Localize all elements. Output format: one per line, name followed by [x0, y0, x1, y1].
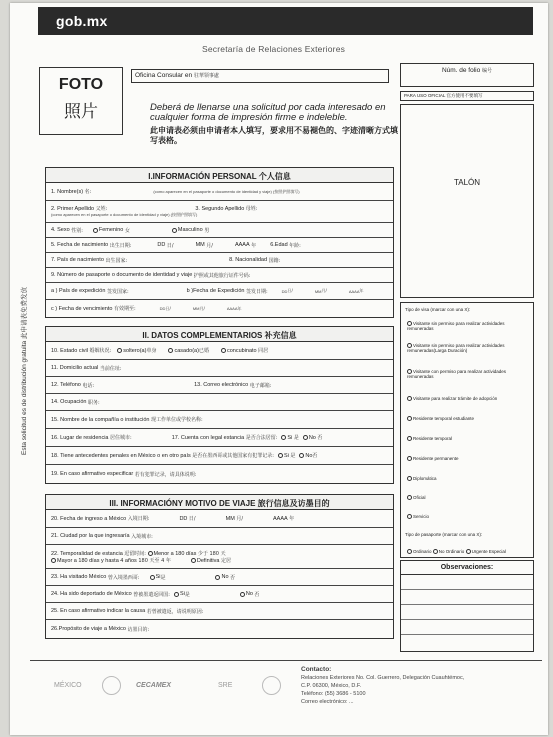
- observaciones-line: [401, 635, 533, 650]
- pais-exp-label-zh: 签发国家:: [106, 288, 129, 295]
- exp-aaaa-label-zh: 年: [359, 288, 364, 293]
- fecha-ingreso-label-zh: 入境日期:: [127, 516, 150, 522]
- contact-line: C.P. 06300, México, D.F.: [301, 683, 362, 689]
- sre-crest-icon: [262, 676, 281, 695]
- causa-label-zh: 若曾被遣返，请说明原因:: [146, 608, 204, 615]
- ciudad-label-zh: 入境城市:: [131, 533, 153, 540]
- ingreso-mm-label-zh: 月/: [236, 516, 243, 522]
- fecha-ingreso-label: 20. Fecha de ingreso a México: [51, 515, 127, 522]
- visitado-no-label: No: [221, 574, 229, 580]
- visa-option[interactable]: [407, 514, 531, 519]
- aaaa-label-zh: 年: [251, 242, 257, 249]
- femenino-label-zh: 女: [124, 227, 130, 234]
- estancia-si-label-zh: 是: [293, 435, 299, 441]
- casado-label-zh: 已婚: [198, 348, 209, 354]
- concubinato-label: concubinato: [226, 347, 257, 354]
- visa-radio[interactable]: [407, 416, 412, 421]
- antecedentes-no-label: No: [305, 452, 313, 459]
- visa-option[interactable]: [407, 321, 531, 331]
- femenino-radio[interactable]: [93, 228, 98, 233]
- visa-option[interactable]: [407, 436, 531, 441]
- proposito-label-zh: 访墨目的:: [127, 626, 150, 633]
- oficina-label: Oficina Consular en: [135, 72, 193, 79]
- telefono-label-zh: 电话:: [82, 382, 95, 389]
- ingreso-dd-label: DD: [179, 515, 188, 522]
- estancia-label: 17. Cuenta con legal estancia: [171, 434, 245, 441]
- deportado-si-label: Si: [179, 591, 185, 597]
- causa-label: 25. En caso afirmativo indicar la causa: [51, 608, 146, 614]
- fecha-venc-label-zh: 有效期至:: [113, 306, 136, 312]
- visa-option[interactable]: [407, 343, 531, 353]
- pais-nac-label: 7. País de nacimiento: [51, 257, 104, 263]
- section-datos-complementarios: [45, 326, 394, 484]
- antecedentes-label: 18. Tiene antecedentes penales en México o en otro país: [51, 452, 191, 459]
- gobmx-header: [38, 7, 533, 35]
- visa-option-label: Visitante sin permiso para realizar actividades remuneradas: [407, 321, 505, 331]
- observaciones-box[interactable]: [400, 560, 534, 652]
- casado-label: casado(a): [174, 347, 199, 354]
- soltero-label: soltero(a): [123, 347, 147, 354]
- oficina-label-zh: 驻華领事處: [193, 73, 219, 79]
- visa-radio[interactable]: [407, 456, 412, 461]
- edad-label: 6.Edad: [270, 242, 288, 248]
- visitado-si-radio[interactable]: [150, 575, 155, 580]
- photo-label-zh: 照片: [64, 102, 98, 122]
- free-distribution-note: Esta solicitud es de distribución gratuita 此申请表免费发放: [21, 287, 28, 455]
- pais-nacionalidad-row[interactable]: [46, 253, 393, 268]
- section-1-title: I.INFORMACIÓN PERSONAL 个人信息: [46, 168, 393, 183]
- proposito-label: 26.Propósito de viaje a México: [51, 626, 126, 632]
- visitado-label-zh: 曾入境墨西哥:: [107, 574, 140, 581]
- exp-dd-label: DD: [281, 288, 288, 294]
- exp-mm-label-zh: 月/: [321, 288, 327, 293]
- nacionalidad-label-zh: 国籍:: [268, 257, 281, 264]
- temporalidad-row: [46, 545, 393, 569]
- pais-nac-label-zh: 出生国家:: [105, 257, 128, 264]
- compania-label-zh: 现工作单位或学校名称:: [150, 417, 203, 423]
- deportado-no-label: No: [245, 591, 253, 597]
- visa-option-label: Residente temporal: [413, 436, 453, 441]
- deportado-row: [46, 586, 393, 603]
- cecamex-logo: CECAMEX: [136, 682, 172, 689]
- compania-label: 15. Nombre de la compañía o institución: [51, 416, 150, 423]
- ocupacion-label: 14. Ocupación: [51, 399, 87, 405]
- num-pasaporte-row[interactable]: [46, 268, 393, 283]
- footer-logos: [40, 676, 300, 701]
- estado-civil-label: 10. Estado civil: [51, 347, 88, 354]
- visa-radio[interactable]: [407, 396, 412, 401]
- venc-aaaa-label: AAAA: [226, 306, 238, 311]
- fecha-ingreso-row[interactable]: [46, 510, 393, 528]
- antecedentes-row: [46, 447, 393, 465]
- correo-label: 13. Correo electrónico: [194, 382, 249, 388]
- observaciones-line: [401, 605, 533, 620]
- form-page: [10, 3, 548, 735]
- expedicion-row[interactable]: [46, 283, 393, 300]
- ciudad-field[interactable]: [46, 528, 393, 545]
- proposito-field[interactable]: [46, 620, 393, 638]
- visa-radio[interactable]: [407, 436, 412, 441]
- fecha-venc-label: c ) Fecha de vencimiento: [51, 305, 113, 312]
- visa-radio[interactable]: [407, 476, 412, 481]
- nombre-label: 1. Nombre(s): [51, 188, 84, 195]
- fecha-exp-label: b )Fecha de Expedición: [186, 288, 245, 294]
- definitiva-label: Definitiva: [196, 557, 220, 564]
- estancia-si-label: Si: [287, 434, 293, 441]
- visitado-no-radio[interactable]: [215, 575, 220, 580]
- apellido-note: (como aparecen en el pasaporte o documento de identidad y viaje) (按照护照填写): [51, 212, 198, 217]
- vencimiento-row[interactable]: [46, 300, 393, 317]
- visa-radio[interactable]: [407, 495, 412, 500]
- visitado-row: [46, 569, 393, 586]
- section-2-title: II. DATOS COMPLEMENTARIOS 补充信息: [46, 327, 393, 342]
- secretaria-title: Secretaría de Relaciones Exteriores: [202, 44, 346, 54]
- mm-label-zh: 月/: [206, 242, 213, 249]
- visa-option[interactable]: [407, 416, 531, 421]
- visa-option[interactable]: [407, 495, 531, 500]
- footer-divider: [30, 660, 542, 661]
- caso-afirm-label-zh: 若有犯罪记录，请具体说明:: [134, 471, 197, 478]
- folio-field[interactable]: [400, 63, 534, 87]
- fecha-nac-label-zh: 出生日期:: [109, 242, 132, 249]
- mayor-label: Mayor a 180 días y hasta 4 años: [57, 557, 137, 564]
- observaciones-line: [401, 620, 533, 635]
- aaaa-label: AAAA: [234, 242, 250, 248]
- femenino-label: Femenino: [98, 227, 124, 233]
- venc-mm-label: MM: [192, 306, 200, 311]
- fecha-nacimiento-row[interactable]: [46, 238, 393, 253]
- ciudad-label: 21. Ciudad por la que ingresaría: [51, 533, 130, 539]
- antecedentes-label-zh: 是否在墨西哥或其他国家有犯罪记录:: [192, 453, 274, 459]
- menor-label-zh: 少于 180 天: [197, 550, 226, 557]
- visa-radio[interactable]: [407, 514, 412, 519]
- deportado-si-radio[interactable]: [174, 592, 179, 597]
- caso-afirm-label: 19. En caso afirmativo especificar: [51, 471, 134, 477]
- menor-radio[interactable]: [148, 551, 153, 556]
- caso-afirmativo-field[interactable]: [46, 465, 393, 483]
- nombre-note: (como aparecen en el pasaporte o documento de identidad y viaje) (按照护照填写): [153, 188, 300, 194]
- section-3-title: III. INFORMACIÓNY MOTIVO DE VIAJE 旅行信息及访墨目的: [46, 495, 393, 510]
- temporalidad-label-zh: 逗留时间:: [124, 550, 146, 557]
- antecedentes-si-label-zh: 是: [290, 453, 296, 459]
- telefono-correo-row[interactable]: [46, 377, 393, 394]
- exp-dd-label-zh: 日/: [287, 288, 293, 293]
- domicilio-label-zh: 当前住址:: [99, 365, 122, 372]
- estancia-label-zh: 是否合法居留:: [245, 435, 278, 441]
- exp-mm-label: MM: [314, 288, 322, 294]
- temporalidad-label: 22. Temporalidad de estancia: [51, 550, 123, 557]
- visa-option-label: Diplomática: [413, 476, 437, 481]
- edad-label-zh: 年龄:: [289, 242, 301, 249]
- visa-option[interactable]: [407, 369, 531, 379]
- pasaporte-option-label: Ordinario: [413, 549, 432, 554]
- ingreso-dd-label-zh: 日/: [188, 516, 196, 522]
- residencia-label: 16. Lugar de residencia: [51, 434, 109, 441]
- fecha-exp-label-zh: 签发日期:: [245, 288, 268, 295]
- visa-option-label: Residente temporal estudiante: [413, 416, 475, 421]
- telefono-label: 12. Teléfono: [51, 382, 81, 388]
- folio-label-zh: 编号: [482, 68, 493, 74]
- pasaporte-radio[interactable]: [407, 549, 412, 554]
- contact-line: Correo electrónico: ...: [301, 699, 354, 705]
- talon-label: TALÓN: [453, 178, 481, 187]
- definitiva-label-zh: 定居: [221, 557, 232, 564]
- observaciones-line: [401, 575, 533, 590]
- uso-oficial-label-zh: 官方使用不要填写: [446, 93, 483, 98]
- num-pasaporte-label: 9. Número de pasaporte o documento de identidad y viaje: [51, 272, 193, 278]
- segundo-apellido-label: 3. Segundo Apellido: [195, 206, 245, 212]
- antecedentes-no-radio[interactable]: [299, 453, 304, 458]
- apellidos-row[interactable]: [46, 201, 393, 223]
- visa-option-label: Visitante para realizar trámite de adopción: [413, 396, 498, 401]
- masculino-label: Masculino: [177, 227, 203, 233]
- mayor-label-zh: 180 天至 4 年: [138, 557, 171, 564]
- contact-line: Teléfono: (55) 3686 - 5100: [301, 691, 366, 697]
- residencia-estancia-row[interactable]: [46, 429, 393, 447]
- visa-option-label: Visitante con permiso para realizar actividades remuneradas: [407, 369, 506, 379]
- concubinato-radio[interactable]: [221, 348, 226, 353]
- soltero-radio[interactable]: [117, 348, 122, 353]
- section-motivo-viaje: [45, 494, 394, 639]
- estancia-no-label: No: [308, 434, 316, 441]
- photo-box: [39, 67, 123, 135]
- venc-aaaa-label-zh: 年: [237, 305, 242, 311]
- compania-field[interactable]: [46, 411, 393, 429]
- mayor-radio[interactable]: [51, 558, 56, 563]
- visa-option[interactable]: [407, 456, 531, 461]
- deportado-no-label-zh: 否: [254, 591, 260, 598]
- estancia-si-radio[interactable]: [281, 435, 286, 440]
- mm-label: MM: [195, 242, 205, 248]
- venc-dd-label: DD: [159, 306, 166, 311]
- causa-field[interactable]: [46, 603, 393, 620]
- oficina-consular-field[interactable]: [131, 69, 389, 83]
- nombre-label-zh: 名:: [84, 189, 92, 195]
- contact-block: [301, 666, 541, 706]
- casado-radio[interactable]: [168, 348, 173, 353]
- menor-label: Menor a 180 días: [153, 550, 197, 557]
- deportado-no-radio[interactable]: [240, 592, 245, 597]
- folio-label: Núm. de folio: [441, 67, 481, 74]
- estancia-no-label-zh: 否: [317, 435, 323, 441]
- contact-line: Relaciones Exteriores No. Col. Guerrero, Delegación Cuauhtémoc,: [301, 675, 465, 681]
- venc-dd-label-zh: 日/: [165, 305, 171, 311]
- deportado-si-label-zh: 是: [184, 591, 190, 598]
- pasaporte-option-label: No Ordinario: [438, 549, 465, 554]
- estancia-no-radio[interactable]: [303, 435, 308, 440]
- visa-option-label: Servicio: [413, 514, 430, 519]
- primer-apellido-label-zh: 父姓:: [95, 206, 108, 212]
- fecha-nac-label: 5. Fecha de nacimiento: [51, 242, 109, 248]
- ingreso-aaaa-label: AAAA: [273, 515, 288, 522]
- definitiva-radio[interactable]: [191, 558, 196, 563]
- deportado-label: 24. Ha sido deportado de México: [51, 591, 132, 597]
- visitado-no-label-zh: 否: [230, 574, 236, 581]
- ingreso-aaaa-label-zh: 年: [289, 516, 295, 522]
- instructions-zh: 此申请表必须由申请者本人填写，要求用不易褪色的、字迹清晰方式填写表格。: [150, 126, 398, 145]
- antecedentes-no-label-zh: 否: [312, 453, 318, 459]
- mexico-logo: MÉXICO: [54, 682, 82, 689]
- antecedentes-si-label: Si: [283, 452, 289, 459]
- visa-option-label: Visitante sin permiso para realizar actividades remuneradas(Larga Duración): [407, 343, 505, 353]
- tipo-visa-box: [400, 302, 534, 558]
- pasaporte-radio[interactable]: [433, 549, 438, 554]
- visitado-label: 23. Ha visitado México: [51, 574, 107, 580]
- visa-option[interactable]: [407, 396, 531, 401]
- instructions-es: Deberá de llenarse una solicitud por cada interesado en cualquier forma de impresión firme e indeleble.: [150, 102, 386, 123]
- estado-civil-label-zh: 婚姻状况:: [89, 348, 112, 354]
- domicilio-label: 11. Domicilio actual: [51, 365, 99, 371]
- num-pasaporte-label-zh: 护照或其他旅行证件号码:: [193, 272, 251, 279]
- ocupacion-field[interactable]: [46, 394, 393, 411]
- deportado-label-zh: 曾被墨遣返回国:: [133, 591, 170, 598]
- masculino-radio[interactable]: [172, 228, 177, 233]
- tipo-pasaporte-title: Tipo de pasaporte (marcar con una X):: [405, 532, 483, 537]
- observaciones-line: [401, 590, 533, 605]
- estado-civil-row: [46, 342, 393, 360]
- mexico-crest-icon: [102, 676, 121, 695]
- residencia-label-zh: 居住城市:: [110, 435, 132, 441]
- uso-oficial-label: PARA USO OFICIAL: [404, 93, 446, 98]
- primer-apellido-label: 2. Primer Apellido: [51, 206, 95, 212]
- nombre-field[interactable]: [46, 183, 393, 201]
- visa-option[interactable]: [407, 476, 531, 481]
- section-personal-info: [45, 167, 394, 318]
- sexo-label: 4. Sexo: [51, 227, 70, 233]
- visitado-si-label: Si: [155, 574, 161, 580]
- pais-exp-label: a ) País de expedición: [51, 288, 106, 294]
- nacionalidad-label: 8. Nacionalidad: [229, 257, 268, 263]
- uso-oficial-box: [400, 91, 534, 101]
- talon-box: [400, 104, 534, 298]
- antecedentes-si-radio[interactable]: [278, 453, 283, 458]
- visitado-si-label-zh: 是: [160, 574, 166, 581]
- venc-mm-label-zh: 月/: [199, 305, 205, 311]
- soltero-label-zh: 单身: [146, 348, 157, 354]
- visa-option-label: Oficial: [413, 495, 426, 500]
- photo-label: FOTO: [58, 76, 104, 93]
- ingreso-mm-label: MM: [225, 515, 235, 522]
- pasaporte-radio[interactable]: [466, 549, 471, 554]
- tipo-visa-title: Tipo de visa (marcar con una X):: [405, 307, 471, 312]
- sexo-label-zh: 性别:: [71, 227, 83, 234]
- pasaporte-option-label: Urgente Especial: [471, 549, 506, 554]
- sexo-row: [46, 223, 393, 238]
- contact-title: Contacto:: [301, 666, 332, 673]
- segundo-apellido-label-zh: 母姓:: [245, 206, 258, 212]
- masculino-label-zh: 男: [204, 227, 210, 234]
- concubinato-label-zh: 同居: [258, 348, 269, 354]
- correo-label-zh: 电子邮箱:: [249, 382, 272, 389]
- exp-aaaa-label: AAAA: [348, 288, 360, 294]
- domicilio-field[interactable]: [46, 360, 393, 377]
- dd-label-zh: 日/: [166, 242, 174, 249]
- observaciones-title: Observaciones:: [401, 561, 533, 575]
- pasaporte-options: [407, 549, 506, 554]
- dd-label: DD: [157, 242, 166, 248]
- visa-option-label: Residente permanente: [413, 456, 459, 461]
- ocupacion-label-zh: 职务:: [88, 399, 100, 406]
- gobmx-logo: gob.mx: [56, 13, 108, 29]
- sre-logo: SRE: [218, 682, 233, 689]
